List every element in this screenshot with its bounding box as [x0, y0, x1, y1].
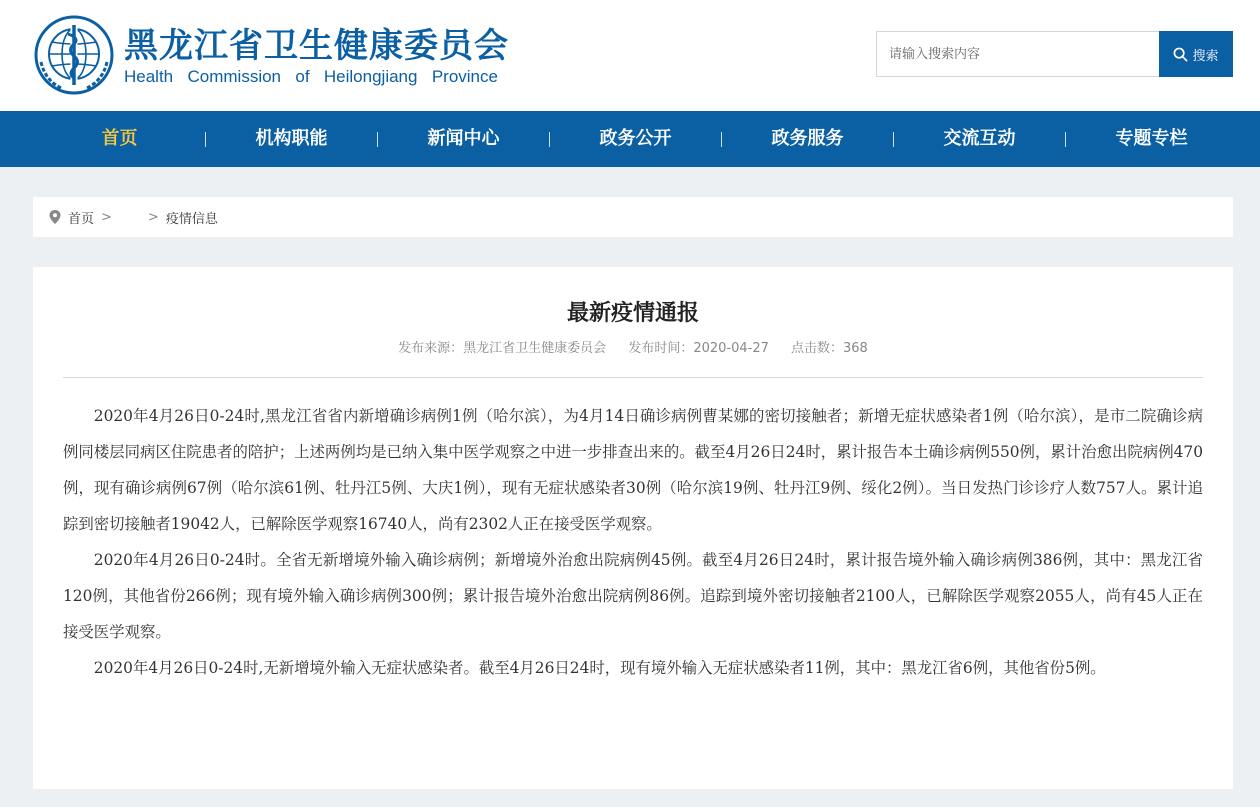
- search-input[interactable]: [876, 31, 1160, 77]
- breadcrumb-separator: >: [101, 209, 112, 225]
- site-header: [0, 0, 1260, 111]
- breadcrumb-separator: >: [147, 209, 159, 225]
- article-title: 最新疫情通报: [566, 301, 699, 326]
- article-paragraph: 2020年4月26日0-24时,黑龙江省省内新增确诊病例1例（哈尔滨），为4月14日确诊病例曹某娜的密切接触者；新增无症状感染者1例（哈尔滨），是市二院确诊病例同楼层同病区住院患者的陪护；上述两例均是已纳入集中医学观察之中进一步排查出来的。截至4月26日24时，累计报告本土确诊病例550例，累计治愈出院病例470例，现有确诊病例67例（哈尔滨61例、牡丹江5例、大庆1例），现有无症状感染者30例（哈尔滨19例、牡丹江9例、绥化2例）。当日发热门诊诊疗人数757人。累计追踪到密切接触者19042人，已解除医学观察16740人，尚有2302人正在接受医学观察。: [63, 407, 1203, 533]
- article-date: 发布时间：2020-04-27: [628, 341, 769, 356]
- search-icon: [1173, 47, 1188, 62]
- article-click-count: 点击数：368: [791, 341, 868, 356]
- site-subtitle-word: Province: [431, 67, 498, 86]
- nav-item-home[interactable]: 首页: [101, 128, 138, 149]
- nav-item-news[interactable]: 新闻中心: [427, 128, 500, 149]
- article-source: 发布来源：黑龙江省卫生健康委员会: [398, 341, 607, 356]
- breadcrumb: [33, 197, 1233, 237]
- site-subtitle-word: of: [295, 67, 310, 86]
- breadcrumb-home-link[interactable]: 首页: [68, 211, 95, 227]
- site-subtitle-word: Heilongjiang: [323, 67, 418, 86]
- nav-item-topics[interactable]: 专题专栏: [1115, 128, 1188, 149]
- article-divider: [63, 377, 1203, 378]
- article-paragraph: 2020年4月26日0-24时。全省无新增境外输入确诊病例；新增境外治愈出院病例45例。截至4月26日24时，累计报告境外输入确诊病例386例，其中：黑龙江省120例，其他省份266例；现有境外输入确诊病例300例；累计报告境外治愈出院病例86例。追踪到境外密切接触者2100人，已解除医学观察2055人，尚有45人正在接受医学观察。: [63, 551, 1203, 641]
- nav-item-services[interactable]: 政务服务: [771, 128, 844, 149]
- nav-item-functions[interactable]: 机构职能: [255, 128, 328, 149]
- nav-item-interaction[interactable]: 交流互动: [943, 128, 1016, 149]
- who-emblem-icon[interactable]: [33, 14, 115, 96]
- article-body: [63, 398, 1203, 686]
- search-button[interactable]: [1159, 31, 1233, 77]
- location-pin-icon: [49, 210, 61, 224]
- site-title[interactable]: 黑龙江省卫生健康委员会: [124, 26, 509, 66]
- site-subtitle-en: [124, 67, 498, 87]
- nav-item-government-affairs[interactable]: 政务公开: [599, 128, 672, 149]
- site-subtitle-word: Health: [124, 67, 174, 86]
- article-paragraph: 2020年4月26日0-24时,无新增境外输入无症状感染者。截至4月26日24时，现有境外输入无症状感染者11例，其中：黑龙江省6例，其他省份5例。: [93, 659, 1106, 677]
- search-button-label: 搜索: [1192, 48, 1219, 64]
- article-meta: [33, 340, 1233, 358]
- article-panel: [33, 267, 1233, 789]
- main-nav: [0, 111, 1260, 167]
- breadcrumb-current[interactable]: 疫情信息: [165, 211, 218, 227]
- site-subtitle-word: Commission: [187, 67, 282, 86]
